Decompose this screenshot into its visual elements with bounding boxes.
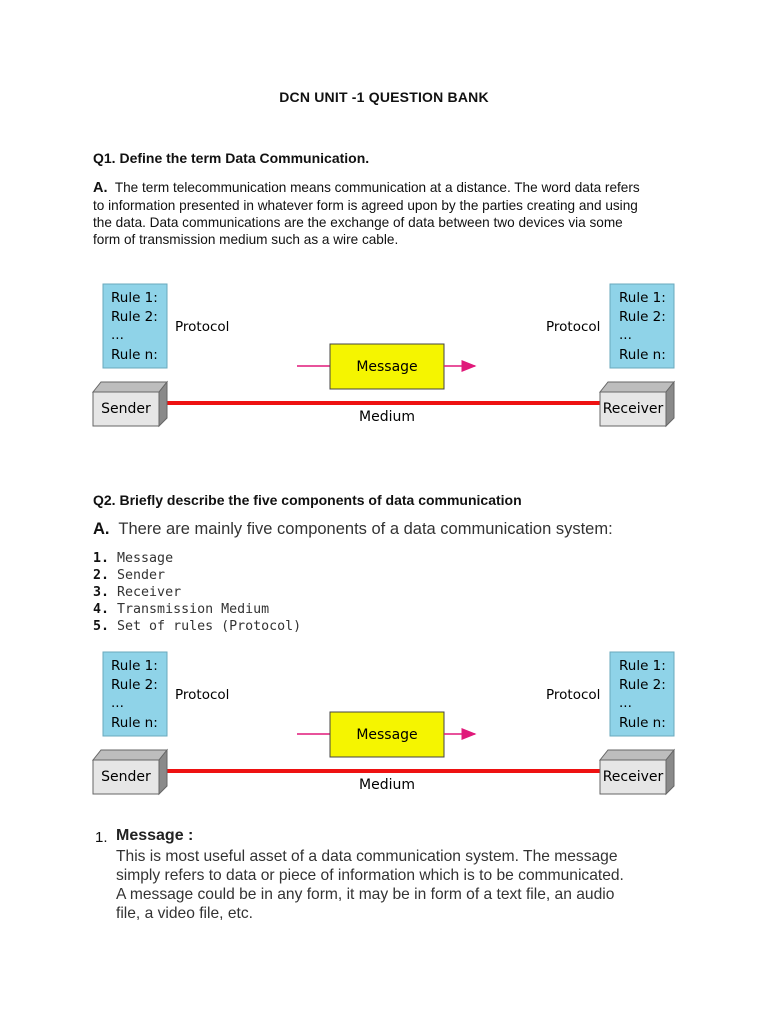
section-title: Message : [116, 827, 194, 844]
sender-label: Sender [101, 769, 151, 785]
sender-cube-top [93, 750, 167, 760]
protocol-diagram-2 [90, 648, 680, 798]
list-item [93, 584, 301, 601]
protocol-label-left: Protocol [175, 687, 230, 703]
rule-left-3: ... [111, 327, 124, 343]
sender-cube-top [93, 382, 167, 392]
list-item-text: Receiver [117, 585, 182, 600]
q2-answer-text: There are mainly five components of a data communication system: [118, 520, 613, 538]
section-number: 1. [95, 829, 108, 846]
rule-right-2: Rule 2: [619, 677, 666, 693]
rule-right-4: Rule n: [619, 347, 666, 363]
rule-right-3: ... [619, 327, 632, 343]
list-item [93, 567, 301, 584]
rule-right-4: Rule n: [619, 715, 666, 731]
list-item-number: 1. [93, 551, 110, 566]
list-item [93, 550, 301, 567]
rule-right-1: Rule 1: [619, 290, 666, 306]
receiver-label: Receiver [602, 401, 664, 417]
receiver-cube-top [600, 382, 674, 392]
q2-answer [93, 520, 613, 539]
list-item-text: Message [117, 551, 174, 566]
rule-right-2: Rule 2: [619, 309, 666, 325]
q1-answer-prefix: A. [93, 180, 108, 196]
receiver-label: Receiver [602, 769, 664, 785]
rule-left-2: Rule 2: [111, 309, 158, 325]
message-label: Message [356, 359, 418, 375]
q2-question: Q2. Briefly describe the five components of data communication [93, 492, 522, 508]
rule-right-3: ... [619, 695, 632, 711]
protocol-label-right: Protocol [546, 687, 601, 703]
section-body-line-1: This is most useful asset of a data communication system. The message [116, 848, 618, 865]
section-body-line-3: A message could be in any form, it may be in form of a text file, an audio [116, 886, 615, 903]
q1-answer [93, 179, 683, 248]
list-item-text: Set of rules (Protocol) [117, 619, 302, 634]
rule-left-4: Rule n: [111, 347, 158, 363]
sender-label: Sender [101, 401, 151, 417]
medium-label: Medium [359, 777, 415, 793]
list-item-text: Sender [117, 568, 166, 583]
list-item-text: Transmission Medium [117, 602, 270, 617]
list-item-number: 3. [93, 585, 110, 600]
section-body [116, 847, 686, 923]
section-body-line-4: file, a video file, etc. [116, 905, 253, 922]
list-item [93, 601, 301, 618]
rule-left-1: Rule 1: [111, 658, 158, 674]
rule-left-1: Rule 1: [111, 290, 158, 306]
medium-label: Medium [359, 409, 415, 425]
receiver-cube-top [600, 750, 674, 760]
q1-answer-text-1: The term telecommunication means communication at a distance. The word data refers [114, 180, 640, 195]
list-item [93, 618, 301, 635]
message-label: Message [356, 727, 418, 743]
protocol-label-left: Protocol [175, 319, 230, 335]
document-title: DCN UNIT -1 QUESTION BANK [279, 89, 489, 105]
q2-answer-prefix: A. [93, 520, 110, 538]
q1-answer-line-2: to information presented in whatever form is agreed upon by the parties creating and using [93, 198, 638, 213]
q1-answer-line-3: the data. Data communications are the exchange of data between two devices via some [93, 215, 623, 230]
protocol-label-right: Protocol [546, 319, 601, 335]
protocol-diagram-1 [90, 280, 680, 430]
list-item-number: 4. [93, 602, 110, 617]
q1-answer-line-4: form of transmission medium such as a wire cable. [93, 232, 399, 247]
rule-left-4: Rule n: [111, 715, 158, 731]
rule-left-3: ... [111, 695, 124, 711]
section-body-line-2: simply refers to data or piece of information which is to be communicated. [116, 867, 624, 884]
components-list [93, 550, 301, 635]
q1-question: Q1. Define the term Data Communication. [93, 150, 370, 166]
rule-left-2: Rule 2: [111, 677, 158, 693]
list-item-number: 5. [93, 619, 110, 634]
q1-answer-line-1 [93, 179, 683, 197]
list-item-number: 2. [93, 568, 110, 583]
rule-right-1: Rule 1: [619, 658, 666, 674]
